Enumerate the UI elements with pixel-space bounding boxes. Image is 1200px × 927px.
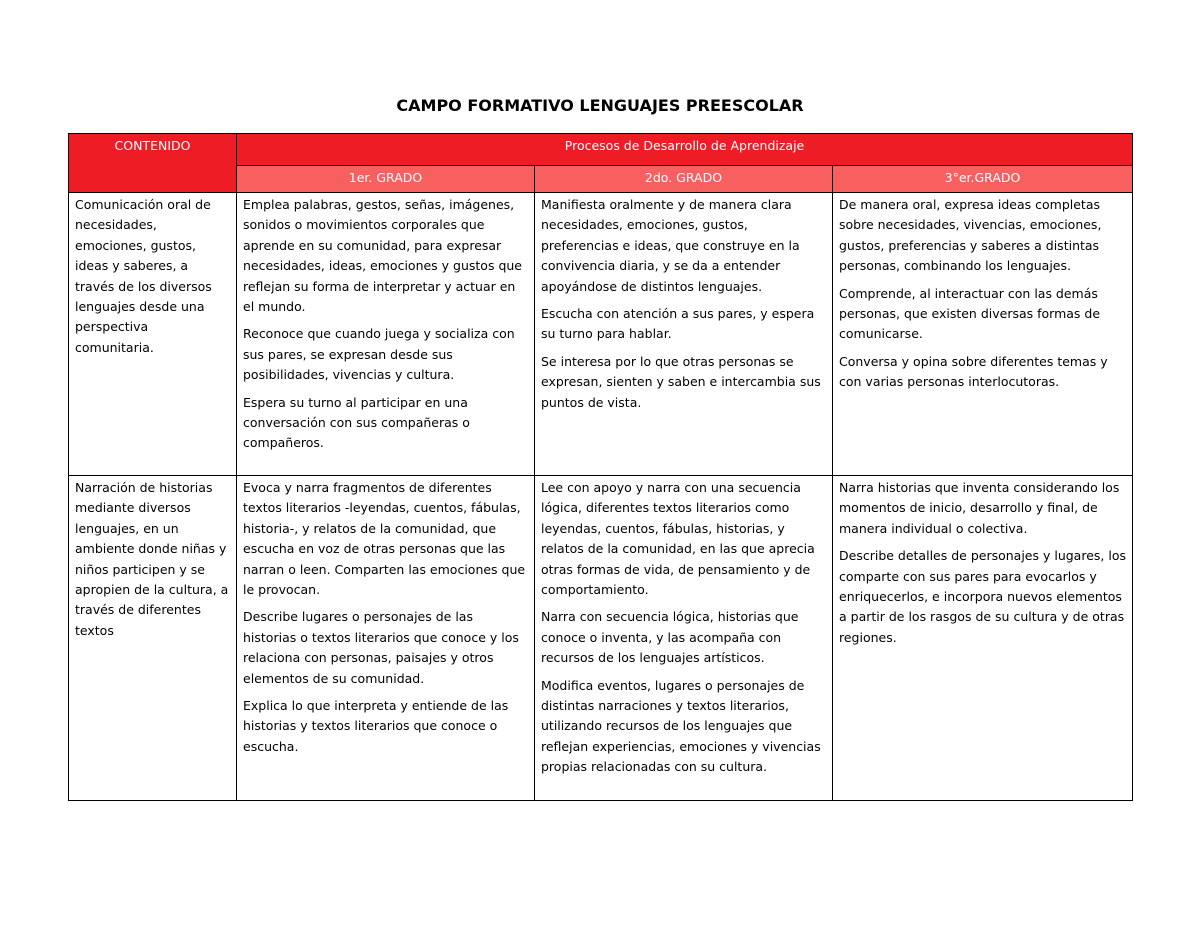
page-title: CAMPO FORMATIVO LENGUAJES PREESCOLAR xyxy=(396,96,804,115)
grado-1-cell xyxy=(237,476,535,801)
aprendizaje-text: Manifiesta oralmente y de manera clara necesidades, emociones, gustos, preferencias e ideas, que construye en la convivencia diaria, y se da a entender apoyándose de distintos lenguajes. xyxy=(541,197,800,294)
grado-3-cell xyxy=(833,193,1133,476)
aprendizaje-text: Evoca y narra fragmentos de diferentes textos literarios -leyendas, cuentos, fábulas, historia-, y relatos de la comunidad, que escucha en voz de otras personas que las narran o leen. Comparten las emociones que le provocan. xyxy=(243,480,526,598)
aprendizaje-text: Escucha con atención a sus pares, y espera su turno para hablar. xyxy=(541,306,815,342)
header-grado-2: 2do. GRADO xyxy=(535,166,833,193)
grado-3-cell xyxy=(833,476,1133,801)
aprendizaje-text: Reconoce que cuando juega y socializa con sus pares, se expresan desde sus posibilidades, vivencias y cultura. xyxy=(243,326,515,383)
contenido-cell xyxy=(69,476,237,801)
aprendizaje-text: Se interesa por lo que otras personas se expresan, sienten y saben e intercambia sus puntos de vista. xyxy=(541,353,821,410)
grado-2-cell xyxy=(535,476,833,801)
contenido-text: Comunicación oral de necesidades, emociones, gustos, ideas y saberes, a través de los diversos lenguajes desde una perspectiva comunitaria. xyxy=(75,197,212,355)
aprendizaje-text: Espera su turno al participar en una conversación con sus compañeras o compañeros. xyxy=(243,394,470,451)
aprendizaje-text: Modifica eventos, lugares o personajes de distintas narraciones y textos literarios, utilizando recursos de los lenguajes que reflejan experiencias, emociones y vivencias propias relacionadas con su cultura. xyxy=(541,677,821,775)
aprendizaje-text: Narra con secuencia lógica, historias que conoce o inventa, y las acompaña con recursos de los lenguajes artísticos. xyxy=(541,609,799,666)
grado-1-cell xyxy=(237,193,535,476)
aprendizaje-text: Explica lo que interpreta y entiende de las historias y textos literarios que conoce o escucha. xyxy=(243,698,509,754)
aprendizaje-text: Emplea palabras, gestos, señas, imágenes, sonidos o movimientos corporales que aprende en su comunidad, para expresar necesidades, ideas, emociones y gustos que reflejan su forma de interpretar y actuar en el mundo. xyxy=(243,197,522,315)
aprendizaje-text: De manera oral, expresa ideas completas sobre necesidades, vivencias, emociones, gustos, preferencias y saberes a distintas personas, combinando los lenguajes. xyxy=(839,197,1102,274)
grado-2-cell xyxy=(535,193,833,476)
contenido-cell xyxy=(69,193,237,476)
aprendizaje-text: Lee con apoyo y narra con una secuencia lógica, diferentes textos literarios como leyendas, cuentos, fábulas, historias, y relatos de la comunidad, en las que aprecia otras formas de vida, de pensamiento y de comportamiento. xyxy=(541,480,815,598)
header-contenido: CONTENIDO xyxy=(69,134,237,193)
table-row xyxy=(69,476,1133,801)
header-grado-1: 1er. GRADO xyxy=(237,166,535,193)
curriculum-table xyxy=(68,133,1133,801)
aprendizaje-text: Comprende, al interactuar con las demás personas, que existen diversas formas de comunicarse. xyxy=(839,285,1101,342)
aprendizaje-text: Narra historias que inventa considerando los momentos de inicio, desarrollo y final, de manera individual o colectiva. xyxy=(839,480,1120,536)
table-row xyxy=(69,193,1133,476)
contenido-text: Narración de historias mediante diversos lenguajes, en un ambiente donde niñas y niños participen y se apropien de la cultura, a través de diferentes textos xyxy=(75,480,229,638)
aprendizaje-text: Describe detalles de personajes y lugares, los comparte con sus pares para evocarlos y enriquecerlos, e incorpora nuevos elementos a partir de los rasgos de su cultura y de otras regiones. xyxy=(839,548,1126,645)
aprendizaje-text: Conversa y opina sobre diferentes temas y con varias personas interlocutoras. xyxy=(839,353,1108,390)
header-procesos: Procesos de Desarrollo de Aprendizaje xyxy=(237,134,1133,166)
header-grado-3: 3°er.GRADO xyxy=(833,166,1133,193)
aprendizaje-text: Describe lugares o personajes de las historias o textos literarios que conoce y los relaciona con personas, paisajes y otros elementos de su comunidad. xyxy=(243,609,519,686)
